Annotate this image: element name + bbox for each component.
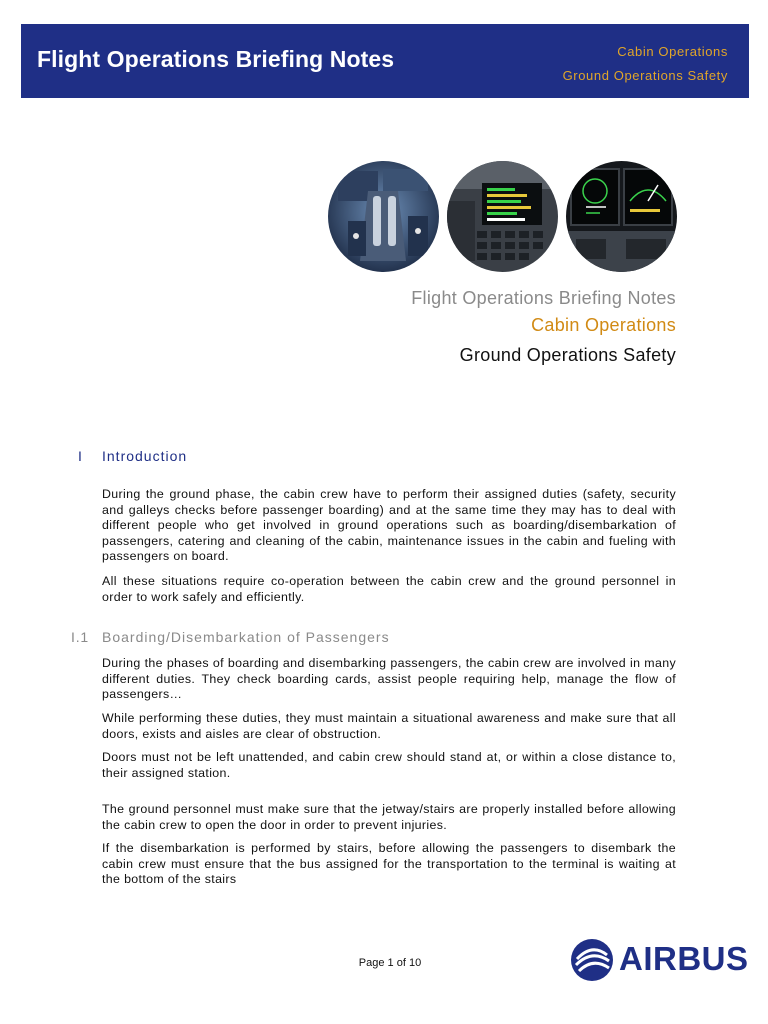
section-number: I <box>78 448 83 464</box>
cockpit-photos <box>328 161 678 273</box>
heading-category: Cabin Operations <box>531 315 676 335</box>
subsection-number: I.1 <box>71 629 89 645</box>
airbus-emblem-icon <box>569 937 615 983</box>
banner-category: Cabin Operations <box>617 44 728 59</box>
airbus-logo <box>569 937 759 983</box>
subsection-title-boarding: Boarding/Disembarkation of Passengers <box>102 629 390 645</box>
page-number: Page 1 of 10 <box>358 957 422 969</box>
airbus-wordmark: AIRBUS <box>619 940 749 977</box>
boarding-paragraph-2: While performing these duties, they must maintain a situational awareness and make sure that all doors, exists and aisles are clear of obstruction. <box>102 711 676 741</box>
document-heading <box>411 286 676 370</box>
intro-paragraph-1: During the ground phase, the cabin crew have to perform their assigned duties (safety, security and galleys checks before passenger boarding) and at the same time they may has to deal with different people who get involved in ground operations such as boarding/disembarkation of passengers, catering and cleaning of the cabin, maintenance issues in the cabin and fueling with passengers on board. <box>102 487 676 564</box>
heading-series: Flight Operations Briefing Notes <box>411 288 676 308</box>
cockpit-photo-displays <box>566 161 677 272</box>
boarding-paragraph-4: The ground personnel must make sure that the jetway/stairs are properly installed before allowing the cabin crew to open the door in order to prevent injuries. <box>102 802 676 832</box>
section-title-introduction: Introduction <box>102 448 188 464</box>
boarding-paragraph-5: If the disembarkation is performed by stairs, before allowing the passengers to disembark the cabin crew must ensure that the bus assigned for the transportation to the terminal is waiting at the bottom of the stairs <box>102 841 676 887</box>
boarding-paragraph-3: Doors must not be left unattended, and cabin crew should stand at, or within a close distance to, their assigned station. <box>102 750 676 780</box>
banner-title: Flight Operations Briefing Notes <box>37 46 395 72</box>
cockpit-photo-mcdu <box>447 161 558 272</box>
banner-topic: Ground Operations Safety <box>562 68 728 83</box>
header-banner <box>21 24 749 98</box>
cockpit-photo-throttle <box>328 161 439 272</box>
intro-paragraph-2: All these situations require co-operation between the cabin crew and the ground personnel in order to work safely and efficiently. <box>102 574 676 604</box>
heading-topic: Ground Operations Safety <box>459 345 676 365</box>
banner-subtitle <box>563 40 728 88</box>
boarding-paragraph-1: During the phases of boarding and disembarking passengers, the cabin crew are involved in many different duties. They check boarding cards, assist people requiring help, manage the flow of passengers… <box>102 656 676 702</box>
